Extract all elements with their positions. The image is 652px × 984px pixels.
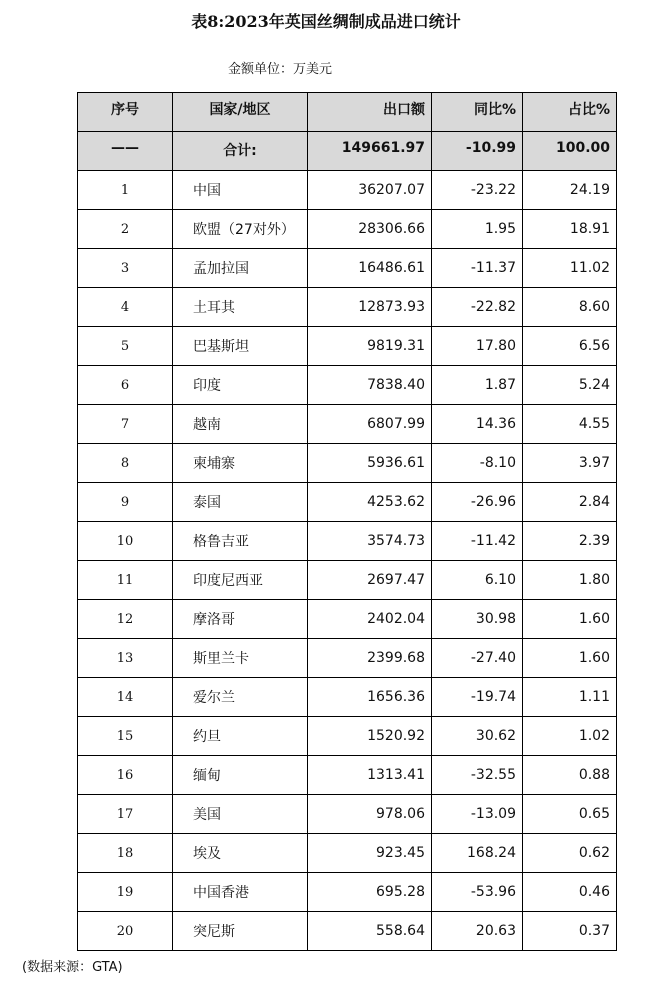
header-yoy: 同比% — [432, 93, 523, 132]
row-share: 8.60 — [523, 288, 617, 327]
row-index: 20 — [78, 912, 173, 951]
table-row — [78, 327, 617, 366]
table-row — [78, 873, 617, 912]
row-yoy: -27.40 — [432, 639, 523, 678]
table-row — [78, 561, 617, 600]
table-row — [78, 249, 617, 288]
row-region: 巴基斯坦 — [173, 327, 308, 366]
row-region: 柬埔寨 — [173, 444, 308, 483]
row-index: 3 — [78, 249, 173, 288]
row-index: 10 — [78, 522, 173, 561]
row-amount: 978.06 — [308, 795, 432, 834]
row-amount: 12873.93 — [308, 288, 432, 327]
row-yoy: -19.74 — [432, 678, 523, 717]
row-amount: 1520.92 — [308, 717, 432, 756]
table-row — [78, 678, 617, 717]
row-region: 约旦 — [173, 717, 308, 756]
row-amount: 695.28 — [308, 873, 432, 912]
row-yoy: -23.22 — [432, 171, 523, 210]
row-yoy: 168.24 — [432, 834, 523, 873]
row-share: 0.37 — [523, 912, 617, 951]
row-amount: 2402.04 — [308, 600, 432, 639]
table-row — [78, 834, 617, 873]
row-yoy: -13.09 — [432, 795, 523, 834]
total-row — [78, 132, 617, 171]
total-idx: —— — [78, 132, 173, 171]
row-share: 4.55 — [523, 405, 617, 444]
unit-label: 金额单位：万美元 — [228, 62, 333, 77]
table-row — [78, 912, 617, 951]
total-label: 合计: — [173, 132, 308, 171]
table-row — [78, 210, 617, 249]
row-yoy: -11.42 — [432, 522, 523, 561]
header-idx: 序号 — [78, 93, 173, 132]
header-row — [78, 93, 617, 132]
row-amount: 5936.61 — [308, 444, 432, 483]
row-index: 19 — [78, 873, 173, 912]
row-region: 泰国 — [173, 483, 308, 522]
row-yoy: 14.36 — [432, 405, 523, 444]
row-amount: 7838.40 — [308, 366, 432, 405]
row-amount: 6807.99 — [308, 405, 432, 444]
row-index: 14 — [78, 678, 173, 717]
row-amount: 2399.68 — [308, 639, 432, 678]
total-amount: 149661.97 — [308, 132, 432, 171]
row-yoy: 17.80 — [432, 327, 523, 366]
row-yoy: -32.55 — [432, 756, 523, 795]
row-region: 中国 — [173, 171, 308, 210]
row-amount: 1656.36 — [308, 678, 432, 717]
row-share: 0.88 — [523, 756, 617, 795]
table-row — [78, 171, 617, 210]
header-amount: 出口额 — [308, 93, 432, 132]
row-share: 24.19 — [523, 171, 617, 210]
row-region: 印度 — [173, 366, 308, 405]
header-region: 国家/地区 — [173, 93, 308, 132]
row-amount: 16486.61 — [308, 249, 432, 288]
row-amount: 1313.41 — [308, 756, 432, 795]
row-share: 1.02 — [523, 717, 617, 756]
row-index: 15 — [78, 717, 173, 756]
table-row — [78, 444, 617, 483]
row-amount: 3574.73 — [308, 522, 432, 561]
row-amount: 558.64 — [308, 912, 432, 951]
row-share: 2.39 — [523, 522, 617, 561]
row-region: 美国 — [173, 795, 308, 834]
row-amount: 2697.47 — [308, 561, 432, 600]
row-share: 2.84 — [523, 483, 617, 522]
table-row — [78, 405, 617, 444]
row-region: 格鲁吉亚 — [173, 522, 308, 561]
row-share: 0.65 — [523, 795, 617, 834]
table-row — [78, 522, 617, 561]
row-yoy: -22.82 — [432, 288, 523, 327]
row-yoy: 6.10 — [432, 561, 523, 600]
row-share: 6.56 — [523, 327, 617, 366]
row-yoy: 30.98 — [432, 600, 523, 639]
row-share: 1.60 — [523, 600, 617, 639]
row-yoy: 20.63 — [432, 912, 523, 951]
row-yoy: -26.96 — [432, 483, 523, 522]
row-region: 突尼斯 — [173, 912, 308, 951]
row-index: 13 — [78, 639, 173, 678]
row-index: 4 — [78, 288, 173, 327]
row-region: 欧盟（27对外） — [173, 210, 308, 249]
row-amount: 36207.07 — [308, 171, 432, 210]
row-share: 0.62 — [523, 834, 617, 873]
row-index: 9 — [78, 483, 173, 522]
row-yoy: -53.96 — [432, 873, 523, 912]
row-amount: 4253.62 — [308, 483, 432, 522]
row-yoy: 1.95 — [432, 210, 523, 249]
table-row — [78, 717, 617, 756]
row-share: 1.80 — [523, 561, 617, 600]
table-row — [78, 756, 617, 795]
row-index: 18 — [78, 834, 173, 873]
page-title: 表8:2023年英国丝绸制成品进口统计 — [191, 12, 461, 31]
row-share: 18.91 — [523, 210, 617, 249]
total-yoy: -10.99 — [432, 132, 523, 171]
header-share: 占比% — [523, 93, 617, 132]
row-region: 印度尼西亚 — [173, 561, 308, 600]
row-index: 1 — [78, 171, 173, 210]
row-region: 摩洛哥 — [173, 600, 308, 639]
row-index: 17 — [78, 795, 173, 834]
row-region: 缅甸 — [173, 756, 308, 795]
row-share: 3.97 — [523, 444, 617, 483]
row-region: 中国香港 — [173, 873, 308, 912]
table-row — [78, 288, 617, 327]
row-index: 12 — [78, 600, 173, 639]
row-index: 7 — [78, 405, 173, 444]
total-share: 100.00 — [523, 132, 617, 171]
row-yoy: -11.37 — [432, 249, 523, 288]
row-share: 0.46 — [523, 873, 617, 912]
table-row — [78, 600, 617, 639]
row-region: 土耳其 — [173, 288, 308, 327]
row-index: 8 — [78, 444, 173, 483]
row-region: 埃及 — [173, 834, 308, 873]
table-row — [78, 366, 617, 405]
row-region: 爱尔兰 — [173, 678, 308, 717]
row-index: 16 — [78, 756, 173, 795]
row-yoy: 1.87 — [432, 366, 523, 405]
row-amount: 9819.31 — [308, 327, 432, 366]
row-region: 越南 — [173, 405, 308, 444]
row-index: 2 — [78, 210, 173, 249]
row-share: 5.24 — [523, 366, 617, 405]
row-amount: 28306.66 — [308, 210, 432, 249]
table-row — [78, 483, 617, 522]
row-yoy: -8.10 — [432, 444, 523, 483]
source-note: (数据来源：GTA) — [22, 960, 123, 975]
row-index: 6 — [78, 366, 173, 405]
row-amount: 923.45 — [308, 834, 432, 873]
row-index: 5 — [78, 327, 173, 366]
row-share: 1.11 — [523, 678, 617, 717]
import-table — [77, 92, 617, 951]
table-row — [78, 639, 617, 678]
row-region: 孟加拉国 — [173, 249, 308, 288]
row-share: 11.02 — [523, 249, 617, 288]
table-row — [78, 795, 617, 834]
row-region: 斯里兰卡 — [173, 639, 308, 678]
row-share: 1.60 — [523, 639, 617, 678]
row-yoy: 30.62 — [432, 717, 523, 756]
row-index: 11 — [78, 561, 173, 600]
